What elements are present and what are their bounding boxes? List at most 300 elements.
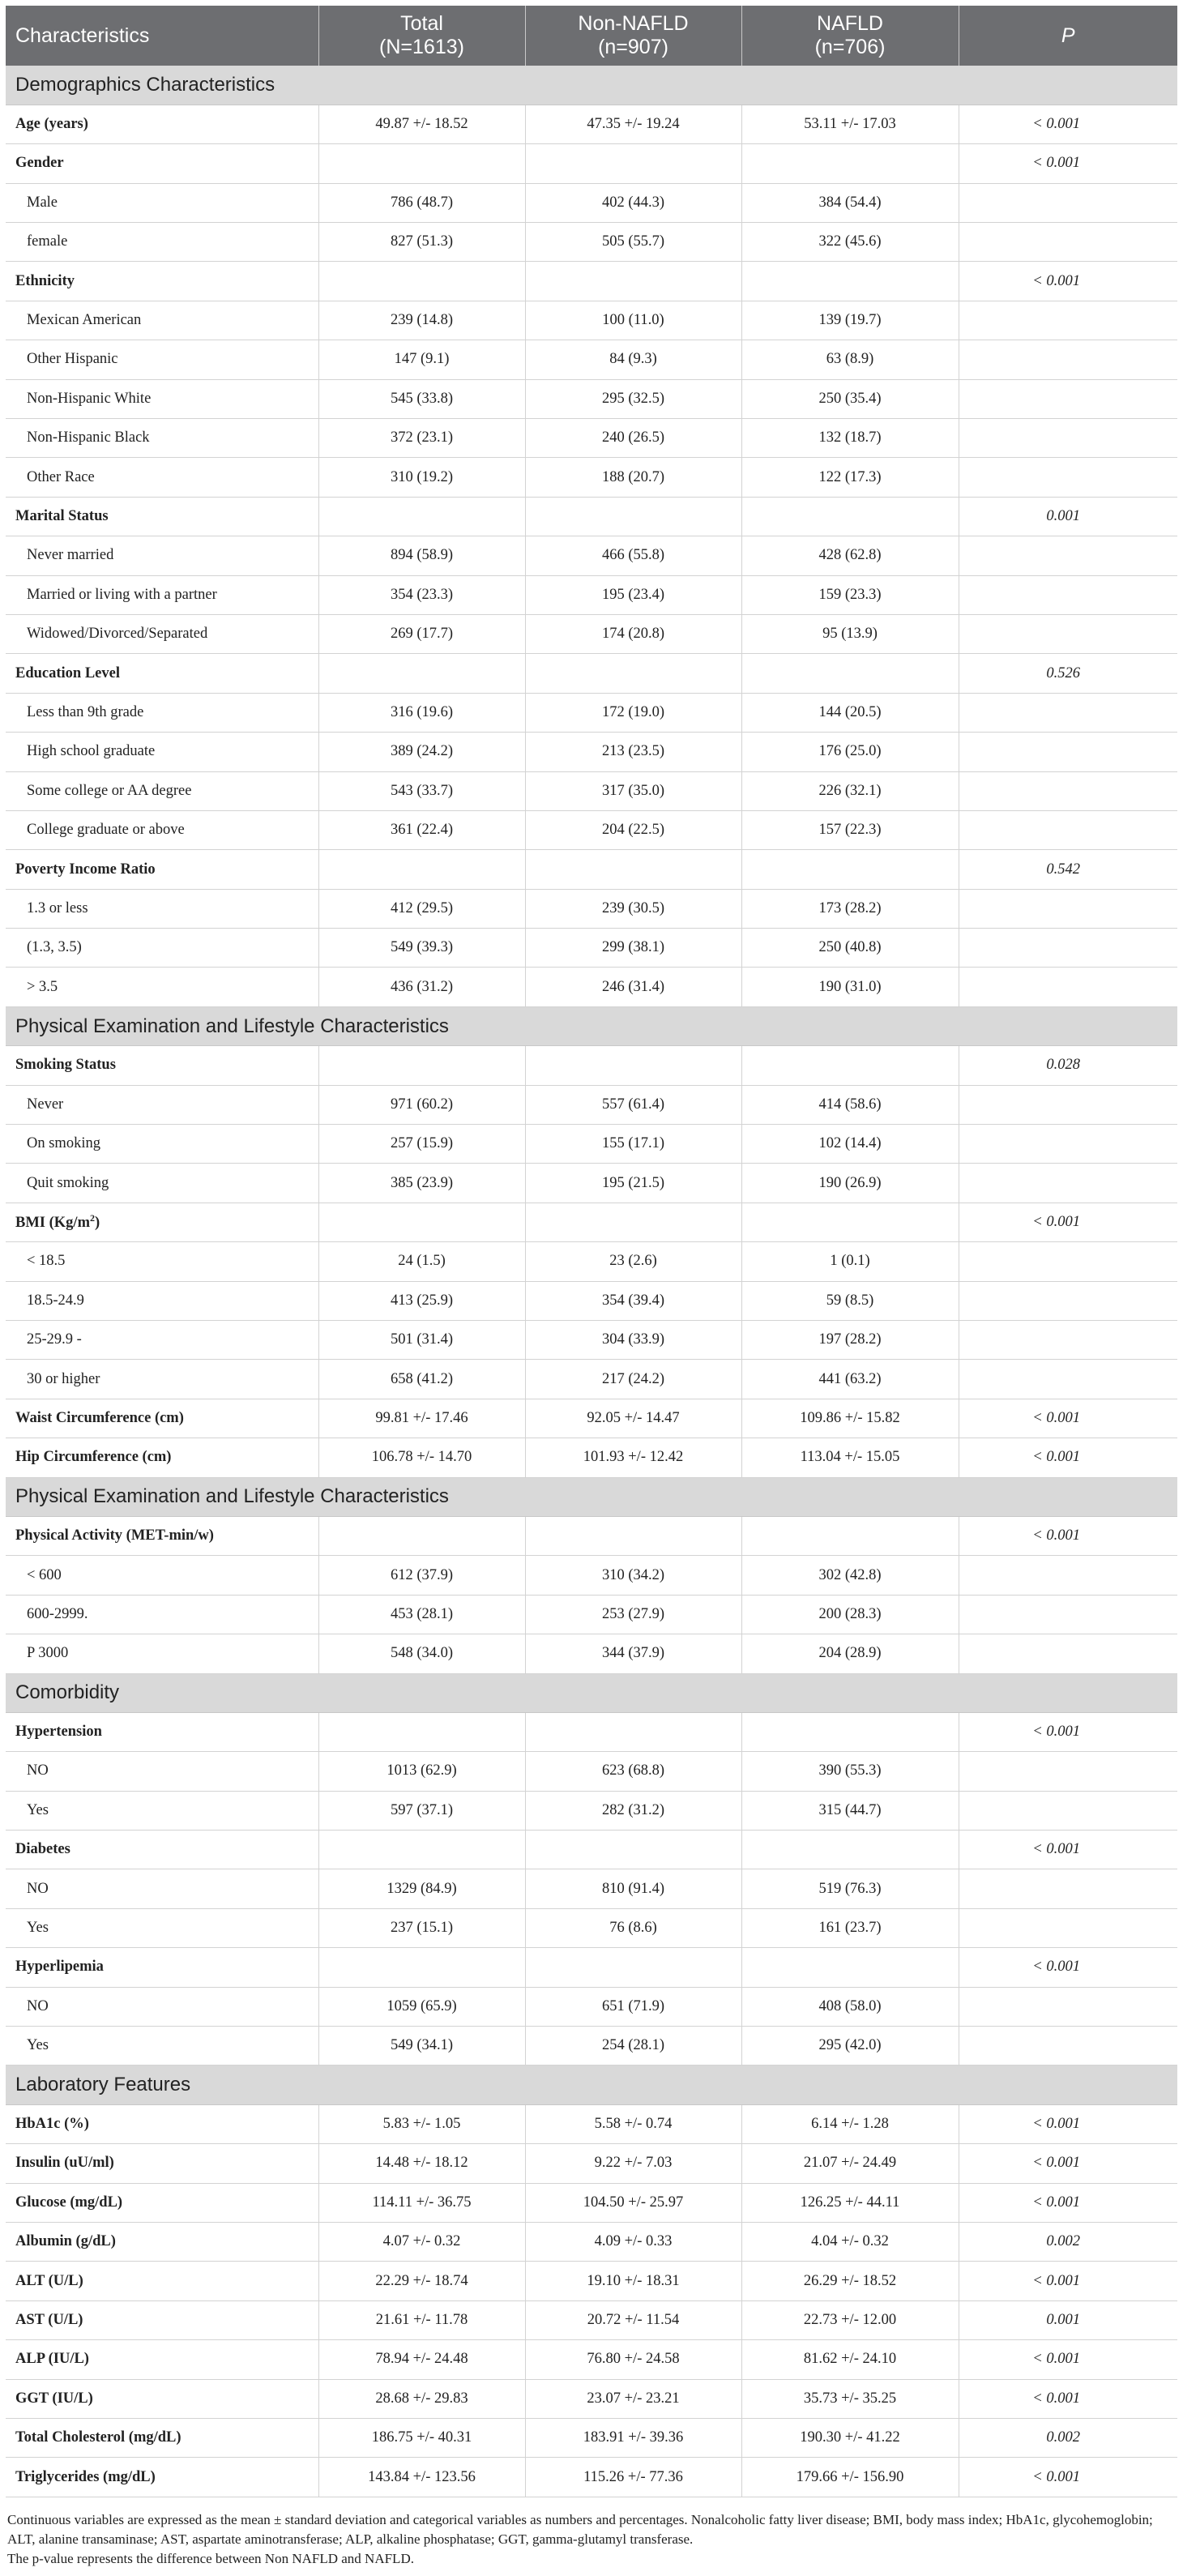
- cell-non-nafld: 317 (35.0): [525, 771, 741, 810]
- cell-non-nafld: 92.05 +/- 14.47: [525, 1399, 741, 1438]
- cell-nafld: 315 (44.7): [741, 1791, 959, 1830]
- row-label: ALP (IU/L): [6, 2340, 318, 2379]
- cell-p: < 0.001: [959, 1438, 1177, 1477]
- cell-nafld: 302 (42.8): [741, 1556, 959, 1595]
- cell-p: < 0.001: [959, 1831, 1177, 1869]
- row-label: Hypertension: [6, 1712, 318, 1751]
- cell-p: < 0.001: [959, 2340, 1177, 2379]
- cell-total: 612 (37.9): [318, 1556, 525, 1595]
- cell-nafld: 204 (28.9): [741, 1634, 959, 1673]
- cell-non-nafld: 240 (26.5): [525, 419, 741, 458]
- cell-non-nafld: 23 (2.6): [525, 1242, 741, 1281]
- table-row: [6, 654, 1177, 693]
- table-footnote: [6, 2510, 1174, 2569]
- table-row: [6, 2222, 1177, 2261]
- cell-nafld: 176 (25.0): [741, 733, 959, 771]
- cell-non-nafld: 557 (61.4): [525, 1085, 741, 1124]
- cell-p: 0.001: [959, 2300, 1177, 2339]
- row-label: 25-29.9 -: [6, 1321, 318, 1360]
- row-label: High school graduate: [6, 733, 318, 771]
- cell-non-nafld: 115.26 +/- 77.36: [525, 2458, 741, 2497]
- cell-total: 1059 (65.9): [318, 1987, 525, 2026]
- cell-total: 827 (51.3): [318, 223, 525, 262]
- cell-nafld: 4.04 +/- 0.32: [741, 2222, 959, 2261]
- header-p: P: [959, 6, 1177, 66]
- cell-non-nafld: 402 (44.3): [525, 183, 741, 222]
- table-row: [6, 1831, 1177, 1869]
- cell-total: 28.68 +/- 29.83: [318, 2379, 525, 2418]
- row-label: Insulin (uU/ml): [6, 2144, 318, 2183]
- cell-nafld: 519 (76.3): [741, 1869, 959, 1908]
- cell-nafld: 132 (18.7): [741, 419, 959, 458]
- row-label: Other Hispanic: [6, 340, 318, 379]
- table-row: [6, 419, 1177, 458]
- table-row: [6, 2300, 1177, 2339]
- cell-total: 14.48 +/- 18.12: [318, 2144, 525, 2183]
- table-row: [6, 144, 1177, 183]
- section-row: [6, 1006, 1177, 1045]
- cell-non-nafld: 195 (23.4): [525, 575, 741, 614]
- table-row: [6, 968, 1177, 1006]
- cell-non-nafld: 4.09 +/- 0.33: [525, 2222, 741, 2261]
- row-label: Yes: [6, 1791, 318, 1830]
- row-label: Hyperlipemia: [6, 1948, 318, 1987]
- cell-non-nafld: 466 (55.8): [525, 536, 741, 575]
- cell-total: 22.29 +/- 18.74: [318, 2262, 525, 2300]
- cell-total: 143.84 +/- 123.56: [318, 2458, 525, 2497]
- table-row: [6, 614, 1177, 653]
- header-non-nafld-n: (n=907): [598, 36, 668, 58]
- row-label: ALT (U/L): [6, 2262, 318, 2300]
- table-row: [6, 1869, 1177, 1908]
- section-row: [6, 66, 1177, 105]
- cell-non-nafld: 295 (32.5): [525, 379, 741, 418]
- section-physical-1: Physical Examination and Lifestyle Characteristics: [6, 1006, 1177, 1045]
- row-label: Marital Status: [6, 497, 318, 536]
- cell-total: 361 (22.4): [318, 810, 525, 849]
- section-physical-2: Physical Examination and Lifestyle Characteristics: [6, 1477, 1177, 1516]
- table-row: [6, 223, 1177, 262]
- table-row: [6, 497, 1177, 536]
- cell-total: 49.87 +/- 18.52: [318, 105, 525, 143]
- cell-nafld: 390 (55.3): [741, 1752, 959, 1791]
- table-row: [6, 889, 1177, 928]
- header-nafld-n: (n=706): [814, 36, 886, 58]
- cell-nafld: 139 (19.7): [741, 301, 959, 340]
- cell-nafld: 122 (17.3): [741, 458, 959, 497]
- row-label: Never: [6, 1085, 318, 1124]
- footnote-pvalue: The p-value represents the difference between Non NAFLD and NAFLD.: [7, 2550, 414, 2566]
- cell-non-nafld: 155 (17.1): [525, 1125, 741, 1164]
- cell-nafld: 322 (45.6): [741, 223, 959, 262]
- cell-nafld: 6.14 +/- 1.28: [741, 2104, 959, 2143]
- row-label: < 600: [6, 1556, 318, 1595]
- cell-nafld: 441 (63.2): [741, 1360, 959, 1399]
- cell-non-nafld: 172 (19.0): [525, 693, 741, 732]
- table-row: [6, 2458, 1177, 2497]
- cell-nafld: 157 (22.3): [741, 810, 959, 849]
- cell-nafld: 63 (8.9): [741, 340, 959, 379]
- cell-non-nafld: 76 (8.6): [525, 1908, 741, 1947]
- cell-non-nafld: 213 (23.5): [525, 733, 741, 771]
- table-row: [6, 1360, 1177, 1399]
- cell-total: 549 (39.3): [318, 929, 525, 968]
- cell-total: 310 (19.2): [318, 458, 525, 497]
- cell-non-nafld: 188 (20.7): [525, 458, 741, 497]
- cell-total: 545 (33.8): [318, 379, 525, 418]
- table-row: [6, 458, 1177, 497]
- cell-nafld: 190 (31.0): [741, 968, 959, 1006]
- row-label: Total Cholesterol (mg/dL): [6, 2418, 318, 2457]
- cell-p: 0.542: [959, 850, 1177, 889]
- table-row: [6, 1634, 1177, 1673]
- table-row: [6, 1399, 1177, 1438]
- cell-nafld: 295 (42.0): [741, 2027, 959, 2065]
- header-total-n: (N=1613): [379, 36, 464, 58]
- cell-nafld: 81.62 +/- 24.10: [741, 2340, 959, 2379]
- cell-total: 21.61 +/- 11.78: [318, 2300, 525, 2339]
- cell-nafld: 414 (58.6): [741, 1085, 959, 1124]
- cell-p: < 0.001: [959, 2183, 1177, 2222]
- row-label: Education Level: [6, 654, 318, 693]
- row-label: On smoking: [6, 1125, 318, 1164]
- cell-non-nafld: 810 (91.4): [525, 1869, 741, 1908]
- table-row: [6, 1321, 1177, 1360]
- row-label: P 3000: [6, 1634, 318, 1673]
- row-label: 600-2999.: [6, 1595, 318, 1634]
- row-label: College graduate or above: [6, 810, 318, 849]
- cell-non-nafld: 651 (71.9): [525, 1987, 741, 2026]
- cell-total: 1329 (84.9): [318, 1869, 525, 1908]
- table-row: [6, 2262, 1177, 2300]
- cell-non-nafld: 76.80 +/- 24.58: [525, 2340, 741, 2379]
- table-row: [6, 2104, 1177, 2143]
- table-page: [6, 6, 1177, 2569]
- cell-nafld: 109.86 +/- 15.82: [741, 1399, 959, 1438]
- cell-nafld: 53.11 +/- 17.03: [741, 105, 959, 143]
- header-non-nafld: [525, 6, 741, 66]
- cell-non-nafld: 310 (34.2): [525, 1556, 741, 1595]
- row-label: Mexican American: [6, 301, 318, 340]
- cell-nafld: 59 (8.5): [741, 1281, 959, 1320]
- header-total-label: Total: [400, 12, 443, 35]
- row-label: Other Race: [6, 458, 318, 497]
- cell-total: 548 (34.0): [318, 1634, 525, 1673]
- cell-p: 0.028: [959, 1046, 1177, 1085]
- cell-total: 597 (37.1): [318, 1791, 525, 1830]
- row-label: female: [6, 223, 318, 262]
- header-nafld-label: NAFLD: [817, 12, 883, 35]
- cell-total: 24 (1.5): [318, 1242, 525, 1281]
- cell-nafld: 1 (0.1): [741, 1242, 959, 1281]
- cell-non-nafld: 104.50 +/- 25.97: [525, 2183, 741, 2222]
- cell-non-nafld: 5.58 +/- 0.74: [525, 2104, 741, 2143]
- header-nafld: [741, 6, 959, 66]
- row-label: Non-Hispanic Black: [6, 419, 318, 458]
- cell-p: < 0.001: [959, 2104, 1177, 2143]
- row-label: Albumin (g/dL): [6, 2222, 318, 2261]
- section-demographics: Demographics Characteristics: [6, 66, 1177, 105]
- cell-nafld: 173 (28.2): [741, 889, 959, 928]
- footnote-abbreviations: Continuous variables are expressed as the mean ± standard deviation and categorical variables as numbers and percentages. Nonalcoholic fatty liver disease; BMI, body mass index; HbA1c, glycohemoglobin; ALT, alanine transaminase; AST, aspartate aminotransferase; ALP, alkaline phosphatase; GGT, gamma-glutamyl transferase.: [7, 2511, 1153, 2547]
- cell-non-nafld: 204 (22.5): [525, 810, 741, 849]
- table-row: [6, 1752, 1177, 1791]
- cell-nafld: 250 (40.8): [741, 929, 959, 968]
- cell-nafld: 22.73 +/- 12.00: [741, 2300, 959, 2339]
- row-label: Quit smoking: [6, 1164, 318, 1203]
- cell-total: 453 (28.1): [318, 1595, 525, 1634]
- cell-total: 389 (24.2): [318, 733, 525, 771]
- row-label: 1.3 or less: [6, 889, 318, 928]
- table-row: [6, 1908, 1177, 1947]
- cell-non-nafld: 304 (33.9): [525, 1321, 741, 1360]
- row-label: Widowed/Divorced/Separated: [6, 614, 318, 653]
- table-row: [6, 1164, 1177, 1203]
- cell-nafld: 190 (26.9): [741, 1164, 959, 1203]
- row-label: Age (years): [6, 105, 318, 143]
- row-label: > 3.5: [6, 968, 318, 1006]
- cell-p: < 0.001: [959, 1712, 1177, 1751]
- table-row: [6, 536, 1177, 575]
- cell-nafld: 161 (23.7): [741, 1908, 959, 1947]
- cell-nafld: 102 (14.4): [741, 1125, 959, 1164]
- cell-nafld: 26.29 +/- 18.52: [741, 2262, 959, 2300]
- cell-total: 5.83 +/- 1.05: [318, 2104, 525, 2143]
- table-row: [6, 301, 1177, 340]
- table-row: [6, 2379, 1177, 2418]
- cell-total: 354 (23.3): [318, 575, 525, 614]
- table-row: [6, 2183, 1177, 2222]
- cell-non-nafld: 183.91 +/- 39.36: [525, 2418, 741, 2457]
- cell-nafld: 179.66 +/- 156.90: [741, 2458, 959, 2497]
- cell-p: < 0.001: [959, 144, 1177, 183]
- row-label: 30 or higher: [6, 1360, 318, 1399]
- row-label: NO: [6, 1869, 318, 1908]
- table-row: [6, 850, 1177, 889]
- row-label: Triglycerides (mg/dL): [6, 2458, 318, 2497]
- cell-total: 316 (19.6): [318, 693, 525, 732]
- cell-non-nafld: 174 (20.8): [525, 614, 741, 653]
- bmi-label: BMI (Kg/m: [15, 1215, 90, 1232]
- cell-non-nafld: 100 (11.0): [525, 301, 741, 340]
- table-row: [6, 1125, 1177, 1164]
- cell-non-nafld: 246 (31.4): [525, 968, 741, 1006]
- table-row: [6, 1595, 1177, 1634]
- table-row: [6, 810, 1177, 849]
- bmi-label-end: ): [94, 1215, 100, 1232]
- row-label: Non-Hispanic White: [6, 379, 318, 418]
- cell-p: < 0.001: [959, 2379, 1177, 2418]
- table-row: [6, 1085, 1177, 1124]
- cell-total: 894 (58.9): [318, 536, 525, 575]
- cell-total: 413 (25.9): [318, 1281, 525, 1320]
- cell-total: 99.81 +/- 17.46: [318, 1399, 525, 1438]
- section-comorbidity: Comorbidity: [6, 1673, 1177, 1712]
- table-row: [6, 693, 1177, 732]
- characteristics-table: [6, 6, 1177, 2497]
- cell-non-nafld: 623 (68.8): [525, 1752, 741, 1791]
- table-row: [6, 183, 1177, 222]
- cell-nafld: 35.73 +/- 35.25: [741, 2379, 959, 2418]
- cell-nafld: 408 (58.0): [741, 1987, 959, 2026]
- cell-total: 501 (31.4): [318, 1321, 525, 1360]
- table-row: [6, 1203, 1177, 1241]
- table-row: [6, 1791, 1177, 1830]
- row-label: NO: [6, 1987, 318, 2026]
- cell-p: < 0.001: [959, 1399, 1177, 1438]
- cell-non-nafld: 20.72 +/- 11.54: [525, 2300, 741, 2339]
- header-characteristics: Characteristics: [6, 6, 318, 66]
- cell-nafld: 126.25 +/- 44.11: [741, 2183, 959, 2222]
- table-row: [6, 733, 1177, 771]
- row-label: Diabetes: [6, 1831, 318, 1869]
- cell-total: 549 (34.1): [318, 2027, 525, 2065]
- cell-non-nafld: 23.07 +/- 23.21: [525, 2379, 741, 2418]
- cell-total: 1013 (62.9): [318, 1752, 525, 1791]
- table-row: [6, 1712, 1177, 1751]
- row-label: Waist Circumference (cm): [6, 1399, 318, 1438]
- row-label: Married or living with a partner: [6, 575, 318, 614]
- cell-total: 186.75 +/- 40.31: [318, 2418, 525, 2457]
- cell-p: 0.002: [959, 2222, 1177, 2261]
- header-total: [318, 6, 525, 66]
- cell-non-nafld: 84 (9.3): [525, 340, 741, 379]
- row-label: Smoking Status: [6, 1046, 318, 1085]
- table-row: [6, 771, 1177, 810]
- row-label: < 18.5: [6, 1242, 318, 1281]
- cell-total: 971 (60.2): [318, 1085, 525, 1124]
- section-row: [6, 2065, 1177, 2104]
- cell-non-nafld: 19.10 +/- 18.31: [525, 2262, 741, 2300]
- cell-total: 257 (15.9): [318, 1125, 525, 1164]
- cell-nafld: 113.04 +/- 15.05: [741, 1438, 959, 1477]
- cell-nafld: 250 (35.4): [741, 379, 959, 418]
- table-row: [6, 2340, 1177, 2379]
- row-label: [6, 1203, 318, 1241]
- row-label: Male: [6, 183, 318, 222]
- table-row: [6, 1046, 1177, 1085]
- row-label: Yes: [6, 2027, 318, 2065]
- cell-p: < 0.001: [959, 1203, 1177, 1241]
- cell-non-nafld: 299 (38.1): [525, 929, 741, 968]
- cell-p: < 0.001: [959, 2458, 1177, 2497]
- cell-non-nafld: 239 (30.5): [525, 889, 741, 928]
- cell-non-nafld: 9.22 +/- 7.03: [525, 2144, 741, 2183]
- cell-total: 786 (48.7): [318, 183, 525, 222]
- row-label: GGT (IU/L): [6, 2379, 318, 2418]
- cell-total: 372 (23.1): [318, 419, 525, 458]
- cell-p: < 0.001: [959, 262, 1177, 301]
- row-label: Ethnicity: [6, 262, 318, 301]
- cell-p: < 0.001: [959, 2262, 1177, 2300]
- cell-nafld: 144 (20.5): [741, 693, 959, 732]
- cell-nafld: 159 (23.3): [741, 575, 959, 614]
- row-label: AST (U/L): [6, 2300, 318, 2339]
- table-row: [6, 1516, 1177, 1555]
- cell-non-nafld: 101.93 +/- 12.42: [525, 1438, 741, 1477]
- row-label: Poverty Income Ratio: [6, 850, 318, 889]
- table-row: [6, 262, 1177, 301]
- cell-total: 543 (33.7): [318, 771, 525, 810]
- cell-total: 436 (31.2): [318, 968, 525, 1006]
- row-label: Hip Circumference (cm): [6, 1438, 318, 1477]
- cell-nafld: 21.07 +/- 24.49: [741, 2144, 959, 2183]
- cell-total: 385 (23.9): [318, 1164, 525, 1203]
- table-row: [6, 379, 1177, 418]
- row-label: NO: [6, 1752, 318, 1791]
- cell-total: 658 (41.2): [318, 1360, 525, 1399]
- cell-non-nafld: 505 (55.7): [525, 223, 741, 262]
- cell-p: 0.001: [959, 497, 1177, 536]
- cell-p: < 0.001: [959, 1948, 1177, 1987]
- table-row: [6, 1948, 1177, 1987]
- cell-non-nafld: 254 (28.1): [525, 2027, 741, 2065]
- table-row: [6, 575, 1177, 614]
- cell-total: 237 (15.1): [318, 1908, 525, 1947]
- table-row: [6, 1987, 1177, 2026]
- cell-total: 78.94 +/- 24.48: [318, 2340, 525, 2379]
- cell-total: 147 (9.1): [318, 340, 525, 379]
- cell-total: 412 (29.5): [318, 889, 525, 928]
- cell-non-nafld: 217 (24.2): [525, 1360, 741, 1399]
- cell-non-nafld: 195 (21.5): [525, 1164, 741, 1203]
- cell-total: 4.07 +/- 0.32: [318, 2222, 525, 2261]
- row-label: Glucose (mg/dL): [6, 2183, 318, 2222]
- cell-total: 114.11 +/- 36.75: [318, 2183, 525, 2222]
- cell-non-nafld: 253 (27.9): [525, 1595, 741, 1634]
- table-row: [6, 1556, 1177, 1595]
- cell-nafld: 384 (54.4): [741, 183, 959, 222]
- cell-p: < 0.001: [959, 2144, 1177, 2183]
- header-row: [6, 6, 1177, 66]
- cell-total: 106.78 +/- 14.70: [318, 1438, 525, 1477]
- table-row: [6, 2418, 1177, 2457]
- cell-p: < 0.001: [959, 1516, 1177, 1555]
- cell-non-nafld: 354 (39.4): [525, 1281, 741, 1320]
- cell-nafld: 428 (62.8): [741, 536, 959, 575]
- table-row: [6, 2027, 1177, 2065]
- table-row: [6, 1242, 1177, 1281]
- table-row: [6, 105, 1177, 143]
- row-label: (1.3, 3.5): [6, 929, 318, 968]
- table-row: [6, 2144, 1177, 2183]
- cell-nafld: 200 (28.3): [741, 1595, 959, 1634]
- table-row: [6, 1281, 1177, 1320]
- cell-non-nafld: 282 (31.2): [525, 1791, 741, 1830]
- row-label: Never married: [6, 536, 318, 575]
- cell-p: 0.002: [959, 2418, 1177, 2457]
- cell-total: 269 (17.7): [318, 614, 525, 653]
- row-label: HbA1c (%): [6, 2104, 318, 2143]
- cell-p: < 0.001: [959, 105, 1177, 143]
- row-label: Some college or AA degree: [6, 771, 318, 810]
- cell-nafld: 197 (28.2): [741, 1321, 959, 1360]
- table-row: [6, 1438, 1177, 1477]
- row-label: Physical Activity (MET-min/w): [6, 1516, 318, 1555]
- cell-p: 0.526: [959, 654, 1177, 693]
- bmi-label-sup: 2: [89, 1212, 95, 1224]
- row-label: Less than 9th grade: [6, 693, 318, 732]
- cell-nafld: 190.30 +/- 41.22: [741, 2418, 959, 2457]
- row-label: Gender: [6, 144, 318, 183]
- row-label: Yes: [6, 1908, 318, 1947]
- cell-nafld: 95 (13.9): [741, 614, 959, 653]
- cell-non-nafld: 344 (37.9): [525, 1634, 741, 1673]
- header-non-nafld-label: Non-NAFLD: [578, 12, 689, 35]
- table-row: [6, 929, 1177, 968]
- table-row: [6, 340, 1177, 379]
- cell-total: 239 (14.8): [318, 301, 525, 340]
